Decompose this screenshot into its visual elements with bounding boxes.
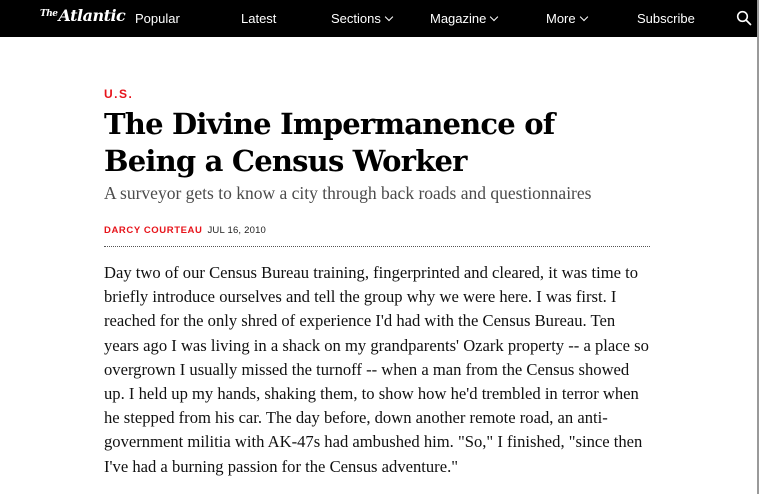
- top-navigation-bar: [0, 0, 757, 37]
- author-link[interactable]: DARCY COURTEAU: [104, 225, 203, 236]
- article-title-line-1: The Divine Impermanence of: [104, 107, 555, 141]
- nav-more[interactable]: [546, 10, 587, 27]
- byline: [104, 225, 266, 237]
- publish-date: JUL 16, 2010: [207, 225, 267, 236]
- nav-latest[interactable]: Latest: [241, 11, 277, 26]
- logo-the: The: [40, 9, 58, 19]
- nav-sections[interactable]: [331, 10, 392, 27]
- nav-subscribe[interactable]: Subscribe: [637, 11, 695, 26]
- atlantic-logo[interactable]: [40, 7, 125, 28]
- divider: [104, 246, 650, 247]
- chevron-down-icon: [579, 13, 587, 21]
- section-label[interactable]: U.S.: [104, 87, 134, 101]
- nav-magazine-label: Magazine: [430, 11, 487, 26]
- article-title: [104, 106, 624, 180]
- article-body-paragraph: Day two of our Census Bureau training, fingerprinted and cleared, it was time to briefly introduce ourselves and tell the group why we were here. I was first. I reached for the only shred of experience I'd had with the Census Bureau. Ten years ago I was living in a shack on my grandparents' Ozark property -- a place so overgrown I usually missed the turnoff -- when a man from the Census showed up. I held up my hands, shaking them, to show how he'd trembled in terror when he stepped from his car. The day before, down another remote road, an anti-government militia with AK-47s had ambushed him. "So," I finished, "since then I've had a burning passion for the Census adventure.": [104, 263, 649, 476]
- chevron-down-icon: [490, 13, 498, 21]
- nav-sections-label: Sections: [331, 11, 381, 26]
- nav-magazine[interactable]: [430, 10, 497, 27]
- logo-atlantic: Atlantic: [58, 6, 126, 25]
- nav-popular[interactable]: Popular: [135, 11, 180, 26]
- nav-more-label: More: [546, 11, 576, 26]
- search-icon[interactable]: [736, 10, 752, 26]
- article-title-line-2: Being a Census Worker: [104, 144, 467, 178]
- article-subtitle: A surveyor gets to know a city through back roads and questionnaires: [104, 183, 592, 203]
- chevron-down-icon: [385, 13, 393, 21]
